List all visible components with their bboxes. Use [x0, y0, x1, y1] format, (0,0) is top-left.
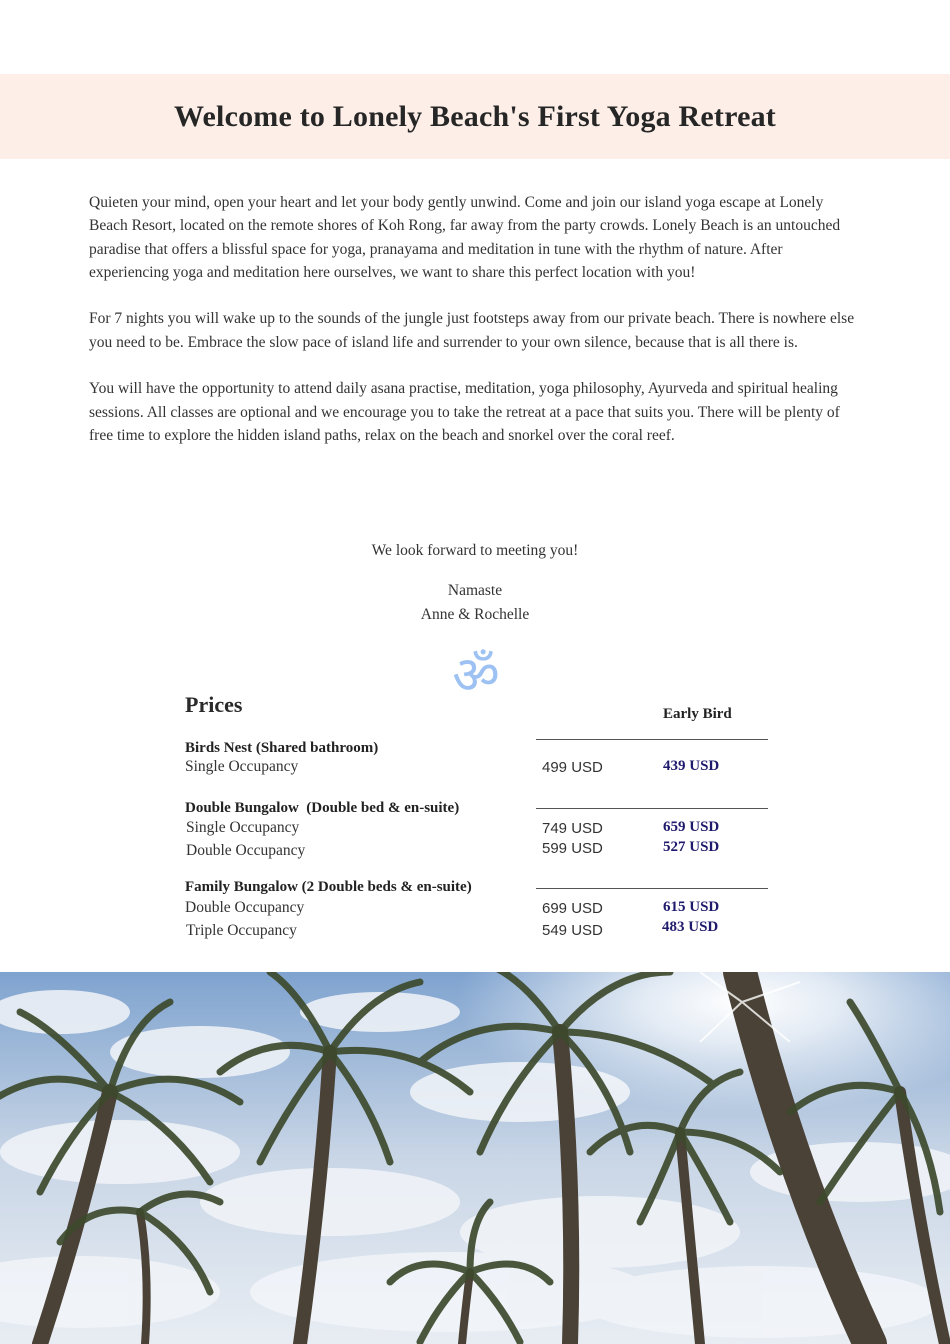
occupancy-label: Triple Occupancy: [186, 922, 297, 939]
room-name: Double Bungalow (Double bed & en-suite): [185, 800, 460, 816]
occupancy-label: Double Occupancy: [185, 899, 305, 916]
signature: Anne & Rochelle: [420, 606, 530, 623]
standard-price: 499 USD: [542, 759, 603, 776]
occupancy-label: Single Occupancy: [186, 819, 300, 836]
early-bird-price: 615 USD: [663, 899, 720, 915]
title-banner: [0, 74, 950, 159]
divider: [536, 739, 768, 740]
intro-paragraph: You will have the opportunity to attend daily asana practise, meditation, yoga philosophy, Ayurveda and spiritual healing sessions. All classes are optional and we encourage you to take the retreat at a pace that suits you. There will be plenty of free time to explore the hidden island paths, relax on the beach and snorkel over the coral reef.: [89, 380, 840, 444]
room-name: Birds Nest (Shared bathroom): [185, 740, 379, 756]
standard-price: 599 USD: [542, 840, 603, 857]
divider: [536, 888, 768, 889]
closing-line: We look forward to meeting you!: [371, 542, 579, 559]
occupancy-label: Double Occupancy: [186, 842, 306, 859]
signoff: Namaste: [447, 582, 503, 599]
early-bird-header: Early Bird: [663, 706, 732, 722]
divider: [536, 808, 768, 809]
occupancy-label: Single Occupancy: [185, 758, 299, 775]
palm-trees-photo: [0, 972, 950, 1344]
prices-heading: Prices: [185, 692, 243, 717]
standard-price: 699 USD: [542, 900, 603, 917]
palm-trees-image: [0, 972, 950, 1344]
early-bird-price: 527 USD: [663, 839, 720, 855]
early-bird-price: 483 USD: [662, 919, 719, 935]
early-bird-price: 439 USD: [663, 758, 720, 774]
intro-paragraph: For 7 nights you will wake up to the sounds of the jungle just footsteps away from our private beach. There is nowhere else you need to be. Embrace the slow pace of island life and surrender to your own silence, because that is all there is.: [89, 310, 855, 351]
room-name: Family Bungalow (2 Double beds & en-suite): [185, 879, 472, 895]
intro-text: [89, 191, 864, 471]
page-title: Welcome to Lonely Beach's First Yoga Retreat: [173, 99, 776, 133]
intro-paragraph: Quieten your mind, open your heart and let your body gently unwind. Come and join our island yoga escape at Lonely Beach Resort, located on the remote shores of Koh Rong, far away from the party crowds. Lonely Beach is an untouched paradise that offers a blissful space for yoga, pranayama and meditation in tune with the rhythm of nature. After experiencing yoga and meditation here ourselves, we want to share this perfect location with you!: [89, 194, 841, 281]
om-icon: ॐ: [452, 646, 500, 706]
standard-price: 549 USD: [542, 922, 603, 939]
early-bird-price: 659 USD: [663, 819, 720, 835]
standard-price: 749 USD: [542, 820, 603, 837]
